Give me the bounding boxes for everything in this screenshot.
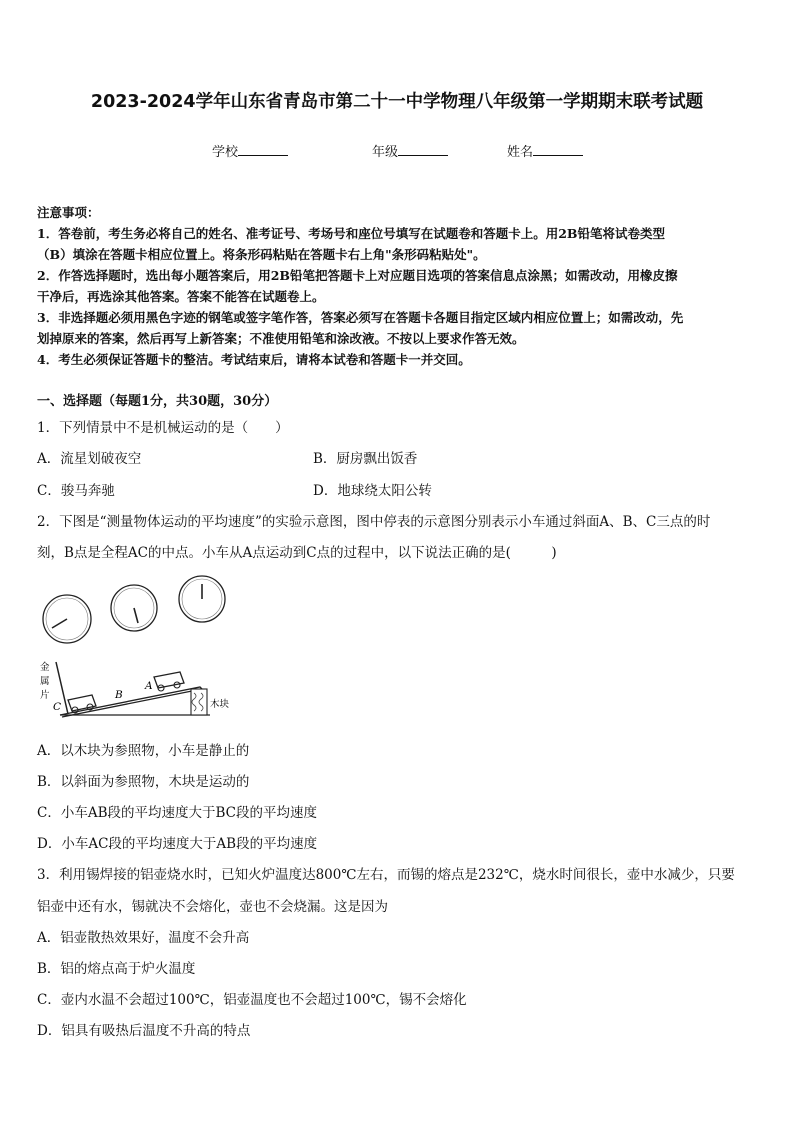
q3-stem: 铝壶中还有水，锡就决不会熔化，壶也不会烧漏。这是因为 [37,899,388,915]
q1-option-a: A．流星划破夜空 [37,451,142,467]
notes-line: 划掉原来的答案，然后再写上新答案；不准使用铅笔和涂改液。不按以上要求作答无效。 [37,331,525,346]
q3-option-d: D．铝具有吸热后温度不升高的特点 [37,1023,251,1039]
block-label: 木块 [210,699,230,710]
stopwatch-icon [43,595,91,643]
q3-option-b: B．铝的熔点高于炉火温度 [37,961,196,977]
experiment-figure [30,572,250,724]
q2-option-a: A．以木块为参照物，小车是静止的 [37,743,250,759]
point-a-label: A [145,680,153,692]
point-c-label: C [53,701,62,713]
notes-line: 1．答卷前，考生务必将自己的姓名、准考证号、考场号和座位号填写在试题卷和答题卡上。用2B铅笔将试卷类型 [37,226,665,241]
incline-board [60,687,202,717]
q3-option-a: A．铝壶散热效果好，温度不会升高 [37,930,250,946]
section-heading: 一、选择题（每题1分，共30题，30分） [37,394,278,409]
wood-block [191,689,207,715]
notes-line: 3．非选择题必须用黑色字迹的钢笔或签字笔作答，答案必须写在答题卡各题目指定区域内相应位置上；如需改动，先 [37,310,684,325]
stopwatch-icon [179,576,225,622]
q1-option-c: C．骏马奔驰 [37,483,115,499]
notes-line: 干净后，再选涂其他答案。答案不能答在试题卷上。 [37,289,325,304]
notes-line: （B）填涂在答题卡相应位置上。将条形码粘贴在答题卡右上角"条形码粘贴处"。 [37,247,486,262]
q2-stem: 刻，B点是全程AC的中点。小车从A点运动到C点的过程中，以下说法正确的是( ) [37,545,557,561]
grade-label: 年级 [372,145,399,160]
notes-line: 2．作答选择题时，选出每小题答案后，用2B铅笔把答题卡上对应题目选项的答案信息点涂黑；如需改动，用橡皮擦 [37,268,678,283]
name-label: 姓名 [507,145,534,160]
q3-stem: 3．利用锡焊接的铝壶烧水时，已知火炉温度达800℃左右，而锡的熔点是232℃，烧水时间很长，壶中水减少，只要 [37,867,735,883]
q1-option-b: B．厨房飘出饭香 [313,451,418,467]
name-blank [533,143,583,156]
q2-option-c: C．小车AB段的平均速度大于BC段的平均速度 [37,805,317,821]
grade-field [372,141,448,160]
exam-title: 2023-2024学年山东省青岛市第二十一中学物理八年级第一学期期末联考试题 [90,92,704,112]
cart-icon [154,672,184,691]
notes-line: 4．考生必须保证答题卡的整洁。考试结束后，请将本试卷和答题卡一并交回。 [37,352,471,367]
school-field [212,141,288,160]
metal-label: 金 [40,662,50,673]
metal-label: 片 [40,690,50,701]
notes-heading: 注意事项： [37,205,100,220]
metal-label: 属 [40,676,50,687]
q1-stem: 1．下列情景中不是机械运动的是（ ） [37,420,289,436]
grade-blank [398,143,448,156]
stopwatch-icon [111,585,157,631]
school-label: 学校 [212,145,239,160]
q1-option-d: D．地球绕太阳公转 [313,483,432,499]
q3-option-c: C．壶内水温不会超过100℃，铝壶温度也不会超过100℃，锡不会熔化 [37,992,467,1008]
name-field [507,141,583,160]
point-b-label: B [115,689,123,701]
q2-stem: 2．下图是“测量物体运动的平均速度”的实验示意图，图中停表的示意图分别表示小车通过斜面A、B、C三点的时 [37,514,711,530]
q2-option-b: B．以斜面为参照物，木块是运动的 [37,774,250,790]
school-blank [238,143,288,156]
q2-option-d: D．小车AC段的平均速度大于AB段的平均速度 [37,836,318,852]
